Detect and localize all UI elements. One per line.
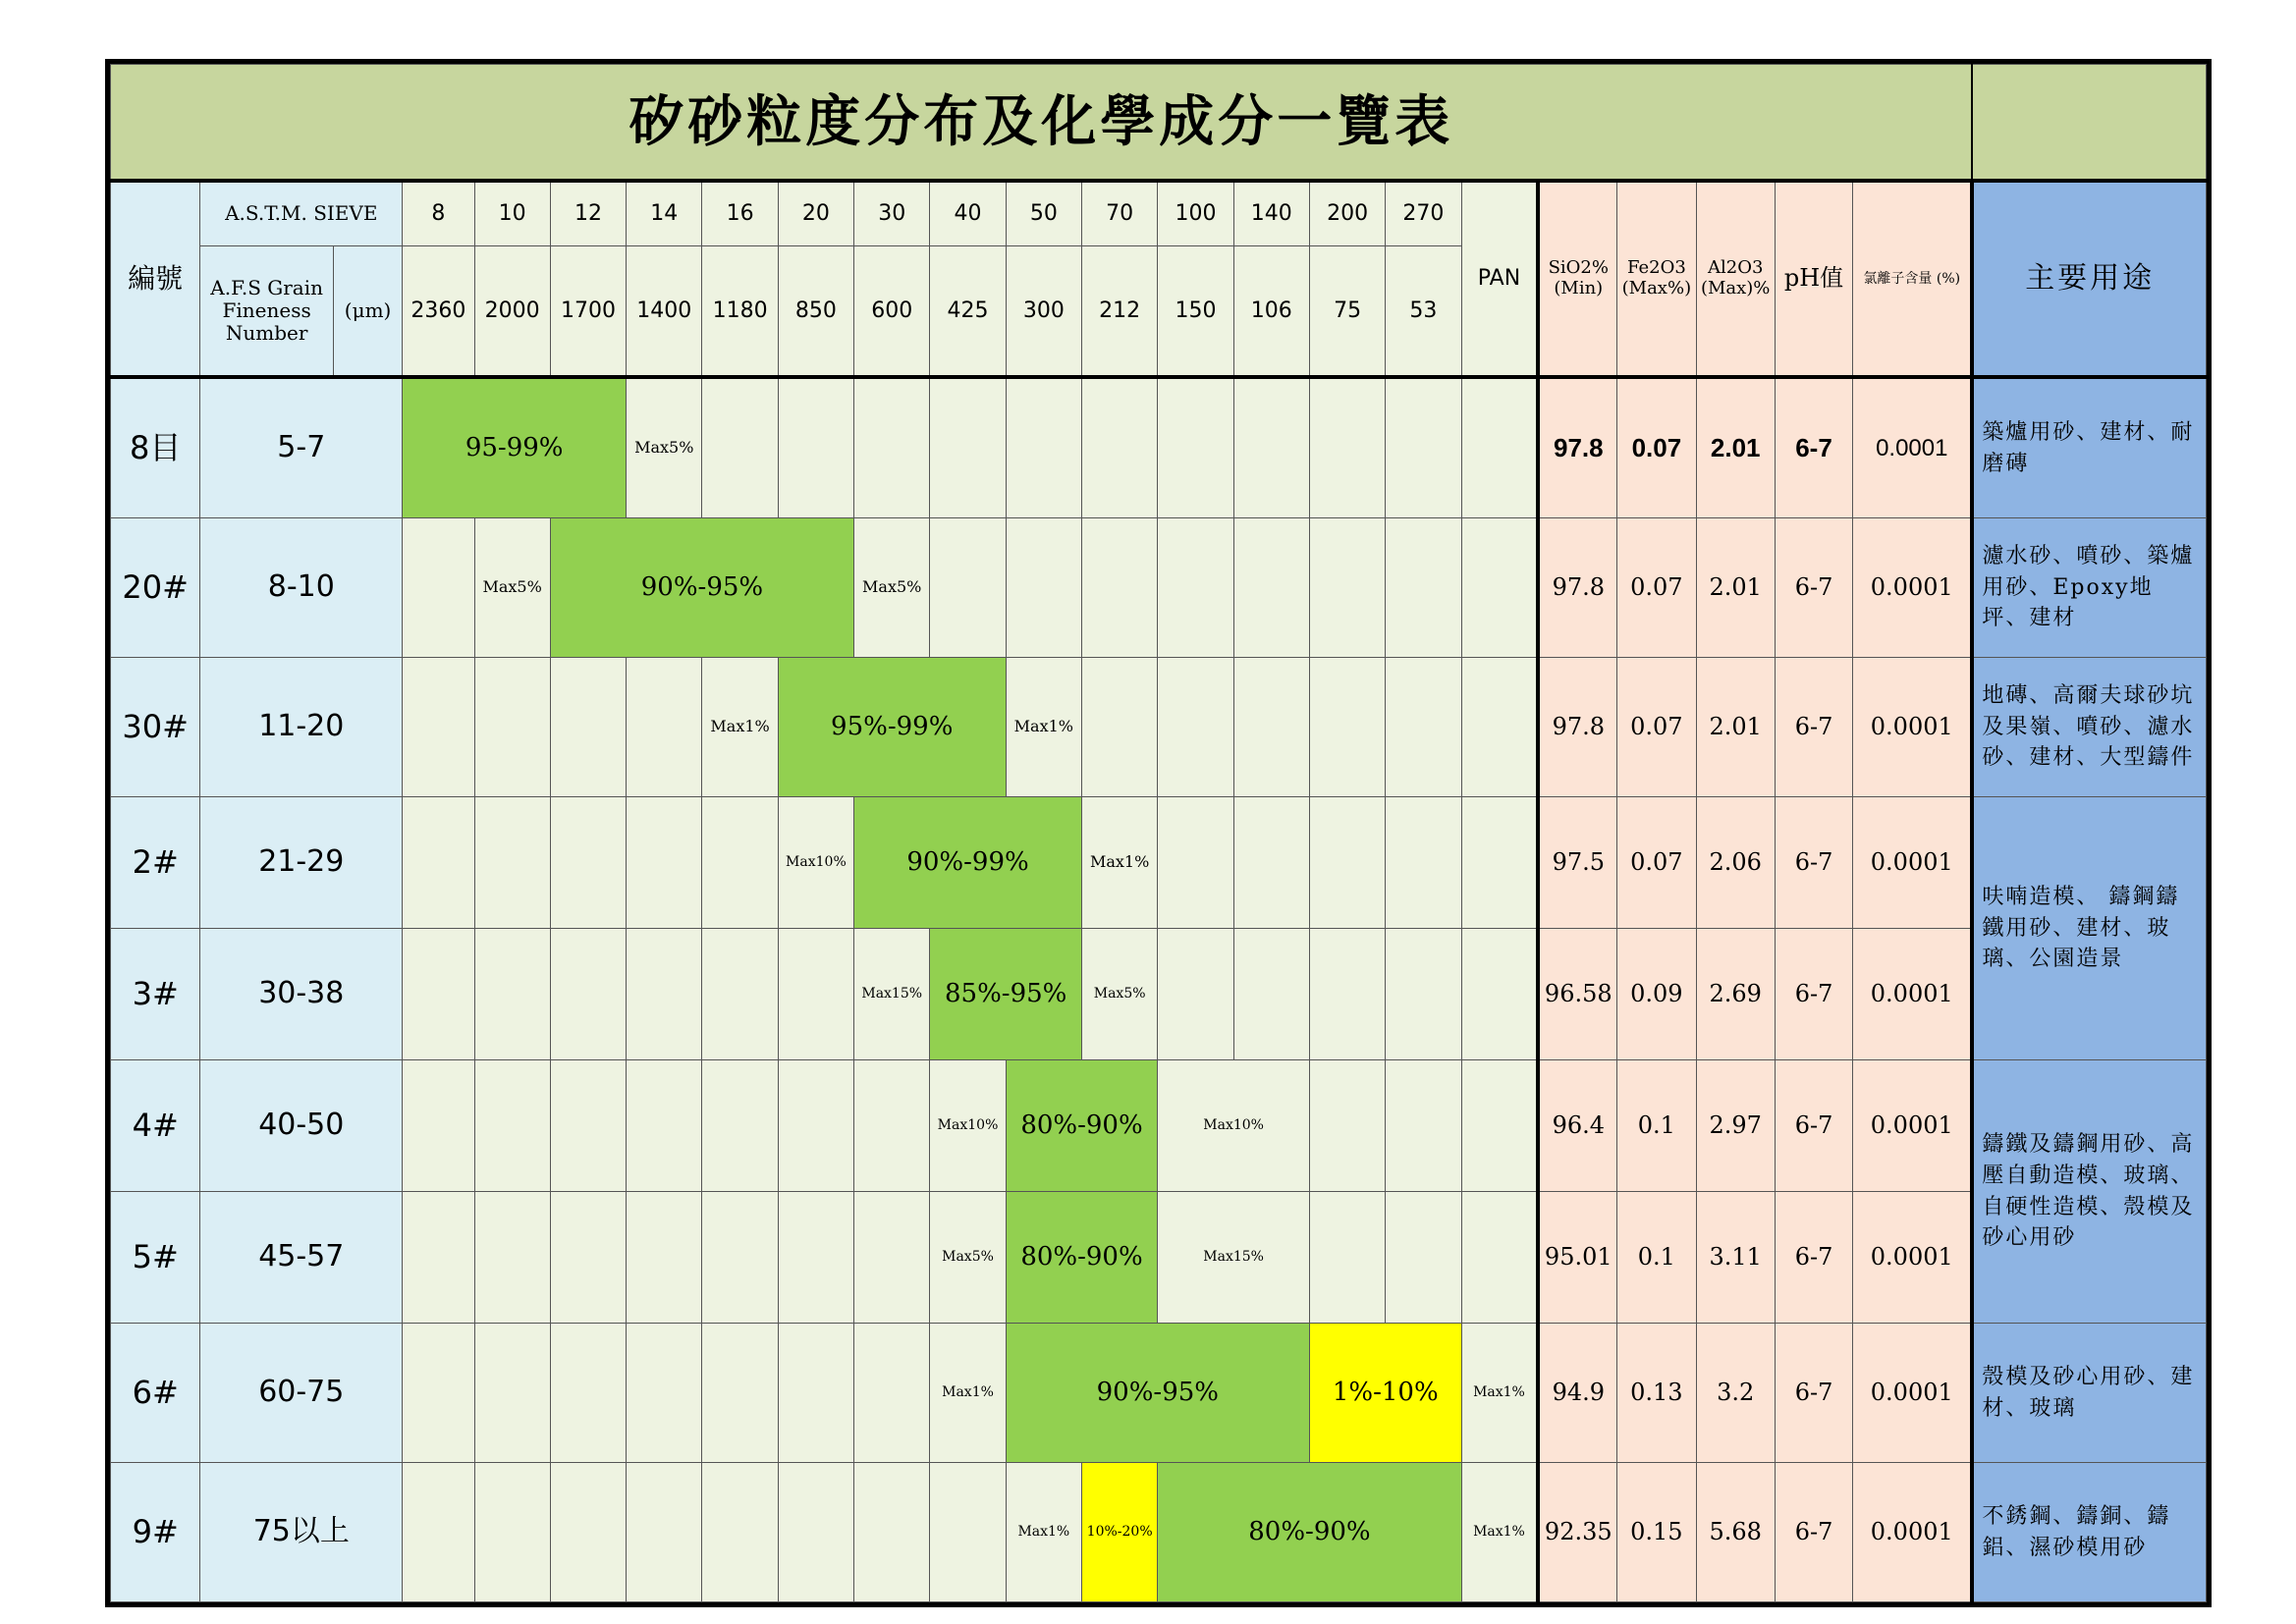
al2o3-value: 2.06 xyxy=(1696,797,1775,929)
micron-header: 850 xyxy=(778,245,853,377)
main-range: 85%-95% xyxy=(930,929,1082,1060)
max-limit: Max5% xyxy=(854,518,930,658)
id-header: 編號 xyxy=(111,181,200,377)
empty-cell xyxy=(1158,518,1233,658)
empty-cell xyxy=(854,377,930,518)
empty-cell xyxy=(1233,797,1309,929)
micron-header: 1400 xyxy=(627,245,702,377)
ph-value: 6-7 xyxy=(1775,1463,1852,1602)
row-id: 9# xyxy=(111,1463,200,1602)
use-text: 地磚、高爾夫球砂坑及果嶺、噴砂、濾水砂、建材、大型鑄件 xyxy=(1972,658,2206,797)
sieve-header: 16 xyxy=(702,181,778,245)
empty-cell xyxy=(403,1463,474,1602)
empty-cell xyxy=(702,797,778,929)
empty-cell xyxy=(1158,377,1233,518)
empty-cell xyxy=(550,1463,626,1602)
empty-cell xyxy=(474,1463,550,1602)
empty-cell xyxy=(550,797,626,929)
empty-cell xyxy=(474,1324,550,1463)
empty-cell xyxy=(778,1060,853,1192)
empty-cell xyxy=(1309,518,1385,658)
max-limit: Max5% xyxy=(1082,929,1158,1060)
empty-cell xyxy=(778,1324,853,1463)
empty-cell xyxy=(702,377,778,518)
empty-cell xyxy=(1309,377,1385,518)
fe2o3-value: 0.07 xyxy=(1617,518,1696,658)
sio2-value: 97.5 xyxy=(1538,797,1616,929)
max-limit: Max15% xyxy=(854,929,930,1060)
row-afs: 60-75 xyxy=(200,1324,403,1463)
empty-cell xyxy=(550,929,626,1060)
use-text: 殼模及砂心用砂、建材、玻璃 xyxy=(1972,1324,2206,1463)
use-text: 濾水砂、噴砂、築爐用砂、Epoxy地坪、建材 xyxy=(1972,518,2206,658)
chloride-value: 0.0001 xyxy=(1853,1463,1973,1602)
empty-cell xyxy=(403,518,474,658)
ph-header: pH值 xyxy=(1775,181,1852,377)
table-row xyxy=(111,377,2207,518)
row-id: 6# xyxy=(111,1324,200,1463)
ph-value: 6-7 xyxy=(1775,797,1852,929)
empty-cell xyxy=(930,377,1006,518)
micron-header: 300 xyxy=(1006,245,1081,377)
chloride-header: 氯離子含量 (%) xyxy=(1853,181,1973,377)
empty-cell xyxy=(1158,929,1233,1060)
max-limit: Max1% xyxy=(1082,797,1158,929)
pan-header: PAN xyxy=(1461,181,1538,377)
sand-spec-table xyxy=(110,64,2207,1602)
sio2-value: 94.9 xyxy=(1538,1324,1616,1463)
fe2o3-value: 0.07 xyxy=(1617,658,1696,797)
al2o3-value: 2.97 xyxy=(1696,1060,1775,1192)
max-limit: Max10% xyxy=(1158,1060,1310,1192)
secondary-range: 1%-10% xyxy=(1309,1324,1461,1463)
empty-cell xyxy=(403,1060,474,1192)
empty-cell xyxy=(403,929,474,1060)
empty-cell xyxy=(1082,658,1158,797)
micron-header: 212 xyxy=(1082,245,1158,377)
main-range: 80%-90% xyxy=(1158,1463,1461,1602)
row-afs: 30-38 xyxy=(200,929,403,1060)
ph-value: 6-7 xyxy=(1775,377,1852,518)
sieve-header: 20 xyxy=(778,181,853,245)
empty-cell xyxy=(627,1463,702,1602)
empty-cell xyxy=(1006,518,1081,658)
max-limit: Max10% xyxy=(778,797,853,929)
empty-cell xyxy=(1233,658,1309,797)
chloride-value: 0.0001 xyxy=(1853,1192,1973,1324)
fe2o3-value: 0.15 xyxy=(1617,1463,1696,1602)
empty-cell xyxy=(1309,658,1385,797)
page-title: 矽砂粒度分布及化學成分一覽表 xyxy=(111,65,1973,182)
sieve-header: 100 xyxy=(1158,181,1233,245)
chloride-value: 0.0001 xyxy=(1853,377,1973,518)
micron-header: 2360 xyxy=(403,245,474,377)
empty-cell xyxy=(1386,377,1461,518)
row-id: 2# xyxy=(111,797,200,929)
row-id: 5# xyxy=(111,1192,200,1324)
empty-cell xyxy=(702,1060,778,1192)
al2o3-value: 2.01 xyxy=(1696,377,1775,518)
empty-cell xyxy=(1233,929,1309,1060)
afs-header: A.F.S Grain Fineness Number xyxy=(200,245,334,377)
fe2o3-value: 0.13 xyxy=(1617,1324,1696,1463)
pan-cell xyxy=(1461,518,1538,658)
empty-cell xyxy=(1233,377,1309,518)
row-afs: 11-20 xyxy=(200,658,403,797)
secondary-range: 10%-20% xyxy=(1082,1463,1158,1602)
chloride-value: 0.0001 xyxy=(1853,797,1973,929)
micron-unit: (μm) xyxy=(333,245,402,377)
empty-cell xyxy=(550,1324,626,1463)
table-row xyxy=(111,929,2207,1060)
fe2o3-header: Fe2O3 (Max%) xyxy=(1617,181,1696,377)
ph-value: 6-7 xyxy=(1775,1324,1852,1463)
micron-header: 1180 xyxy=(702,245,778,377)
empty-cell xyxy=(1309,929,1385,1060)
al2o3-value: 2.69 xyxy=(1696,929,1775,1060)
main-range: 90%-95% xyxy=(550,518,853,658)
astm-header: A.S.T.M. SIEVE xyxy=(200,181,403,245)
al2o3-value: 3.2 xyxy=(1696,1324,1775,1463)
micron-header: 2000 xyxy=(474,245,550,377)
chloride-value: 0.0001 xyxy=(1853,658,1973,797)
chloride-value: 0.0001 xyxy=(1853,929,1973,1060)
empty-cell xyxy=(550,658,626,797)
ph-value: 6-7 xyxy=(1775,518,1852,658)
empty-cell xyxy=(1082,377,1158,518)
pan-cell xyxy=(1461,929,1538,1060)
main-range: 80%-90% xyxy=(1006,1060,1158,1192)
table-row xyxy=(111,518,2207,658)
row-afs: 40-50 xyxy=(200,1060,403,1192)
fe2o3-value: 0.1 xyxy=(1617,1192,1696,1324)
table-row xyxy=(111,1324,2207,1463)
max-limit: Max15% xyxy=(1158,1192,1310,1324)
sieve-header: 10 xyxy=(474,181,550,245)
empty-cell xyxy=(778,1192,853,1324)
ph-value: 6-7 xyxy=(1775,658,1852,797)
row-id: 30# xyxy=(111,658,200,797)
empty-cell xyxy=(1386,1060,1461,1192)
pan-cell xyxy=(1461,377,1538,518)
sieve-header: 14 xyxy=(627,181,702,245)
empty-cell xyxy=(930,1463,1006,1602)
micron-header: 106 xyxy=(1233,245,1309,377)
empty-cell xyxy=(854,1324,930,1463)
empty-cell xyxy=(1386,1192,1461,1324)
empty-cell xyxy=(1158,658,1233,797)
al2o3-value: 5.68 xyxy=(1696,1463,1775,1602)
row-afs: 75以上 xyxy=(200,1463,403,1602)
fe2o3-value: 0.07 xyxy=(1617,377,1696,518)
sieve-header: 30 xyxy=(854,181,930,245)
row-id: 20# xyxy=(111,518,200,658)
fe2o3-value: 0.09 xyxy=(1617,929,1696,1060)
empty-cell xyxy=(627,658,702,797)
pan-cell: Max1% xyxy=(1461,1324,1538,1463)
empty-cell xyxy=(1082,518,1158,658)
al2o3-value: 2.01 xyxy=(1696,518,1775,658)
empty-cell xyxy=(474,1192,550,1324)
empty-cell xyxy=(778,1463,853,1602)
sio2-value: 96.4 xyxy=(1538,1060,1616,1192)
row-id: 8目 xyxy=(111,377,200,518)
max-limit: Max5% xyxy=(930,1192,1006,1324)
micron-header: 53 xyxy=(1386,245,1461,377)
max-limit: Max1% xyxy=(930,1324,1006,1463)
main-range: 95%-99% xyxy=(778,658,1006,797)
row-afs: 21-29 xyxy=(200,797,403,929)
empty-cell xyxy=(854,1463,930,1602)
pan-cell xyxy=(1461,1192,1538,1324)
data-sheet xyxy=(105,59,2212,1607)
empty-cell xyxy=(1158,797,1233,929)
empty-cell xyxy=(550,1060,626,1192)
max-limit: Max1% xyxy=(1006,658,1081,797)
sio2-value: 97.8 xyxy=(1538,377,1616,518)
empty-cell xyxy=(702,1324,778,1463)
empty-cell xyxy=(403,797,474,929)
row-id: 3# xyxy=(111,929,200,1060)
table-row xyxy=(111,797,2207,929)
pan-cell: Max1% xyxy=(1461,1463,1538,1602)
table-row xyxy=(111,1463,2207,1602)
micron-header: 75 xyxy=(1309,245,1385,377)
sieve-header: 70 xyxy=(1082,181,1158,245)
max-limit: Max1% xyxy=(702,658,778,797)
use-header: 主要用途 xyxy=(1972,181,2206,377)
micron-header: 1700 xyxy=(550,245,626,377)
sieve-header: 8 xyxy=(403,181,474,245)
empty-cell xyxy=(403,1192,474,1324)
sieve-header: 12 xyxy=(550,181,626,245)
pan-cell xyxy=(1461,1060,1538,1192)
ph-value: 6-7 xyxy=(1775,1192,1852,1324)
empty-cell xyxy=(1386,658,1461,797)
al2o3-header: Al2O3 (Max)% xyxy=(1696,181,1775,377)
sio2-value: 95.01 xyxy=(1538,1192,1616,1324)
row-afs: 8-10 xyxy=(200,518,403,658)
empty-cell xyxy=(403,1324,474,1463)
use-text: 築爐用砂、建材、耐磨磚 xyxy=(1972,377,2206,518)
empty-cell xyxy=(1386,929,1461,1060)
max-limit: Max5% xyxy=(627,377,702,518)
sio2-value: 96.58 xyxy=(1538,929,1616,1060)
pan-cell xyxy=(1461,797,1538,929)
empty-cell xyxy=(702,929,778,1060)
row-afs: 5-7 xyxy=(200,377,403,518)
table-row xyxy=(111,1060,2207,1192)
chloride-value: 0.0001 xyxy=(1853,518,1973,658)
main-range: 90%-95% xyxy=(1006,1324,1309,1463)
empty-cell xyxy=(474,797,550,929)
sieve-header: 200 xyxy=(1309,181,1385,245)
sio2-header: SiO2% (Min) xyxy=(1538,181,1616,377)
empty-cell xyxy=(627,1192,702,1324)
sio2-value: 92.35 xyxy=(1538,1463,1616,1602)
empty-cell xyxy=(854,1060,930,1192)
use-text: 呋喃造模、 鑄鋼鑄鐵用砂、建材、玻璃、公園造景 xyxy=(1972,797,2206,1060)
micron-header: 150 xyxy=(1158,245,1233,377)
empty-cell xyxy=(1006,377,1081,518)
row-id: 4# xyxy=(111,1060,200,1192)
use-text: 不銹鋼、鑄銅、鑄鋁、濕砂模用砂 xyxy=(1972,1463,2206,1602)
empty-cell xyxy=(778,929,853,1060)
ph-value: 6-7 xyxy=(1775,1060,1852,1192)
empty-cell xyxy=(1386,518,1461,658)
main-range: 90%-99% xyxy=(854,797,1082,929)
empty-cell xyxy=(1233,518,1309,658)
empty-cell xyxy=(403,658,474,797)
empty-cell xyxy=(778,377,853,518)
sieve-header: 270 xyxy=(1386,181,1461,245)
max-limit: Max10% xyxy=(930,1060,1006,1192)
empty-cell xyxy=(627,1060,702,1192)
ph-value: 6-7 xyxy=(1775,929,1852,1060)
empty-cell xyxy=(474,1060,550,1192)
empty-cell xyxy=(550,1192,626,1324)
empty-cell xyxy=(474,929,550,1060)
al2o3-value: 3.11 xyxy=(1696,1192,1775,1324)
use-text: 鑄鐵及鑄鋼用砂、高壓自動造模、玻璃、自硬性造模、殼模及砂心用砂 xyxy=(1972,1060,2206,1324)
sieve-header: 140 xyxy=(1233,181,1309,245)
main-range: 95-99% xyxy=(403,377,627,518)
empty-cell xyxy=(627,929,702,1060)
max-limit: Max1% xyxy=(1006,1463,1081,1602)
max-limit: Max5% xyxy=(474,518,550,658)
empty-cell xyxy=(930,518,1006,658)
sieve-header: 50 xyxy=(1006,181,1081,245)
empty-cell xyxy=(1309,797,1385,929)
sio2-value: 97.8 xyxy=(1538,518,1616,658)
empty-cell xyxy=(1386,797,1461,929)
empty-cell xyxy=(1309,1192,1385,1324)
micron-header: 425 xyxy=(930,245,1006,377)
chloride-value: 0.0001 xyxy=(1853,1060,1973,1192)
main-range: 80%-90% xyxy=(1006,1192,1158,1324)
empty-cell xyxy=(702,1192,778,1324)
table-row xyxy=(111,658,2207,797)
sio2-value: 97.8 xyxy=(1538,658,1616,797)
pan-cell xyxy=(1461,658,1538,797)
empty-cell xyxy=(854,1192,930,1324)
row-afs: 45-57 xyxy=(200,1192,403,1324)
empty-cell xyxy=(474,658,550,797)
micron-header: 600 xyxy=(854,245,930,377)
fe2o3-value: 0.1 xyxy=(1617,1060,1696,1192)
empty-cell xyxy=(702,1463,778,1602)
empty-cell xyxy=(1309,1060,1385,1192)
empty-cell xyxy=(627,1324,702,1463)
sieve-header: 40 xyxy=(930,181,1006,245)
fe2o3-value: 0.07 xyxy=(1617,797,1696,929)
table-row xyxy=(111,1192,2207,1324)
title-spacer xyxy=(1972,65,2206,182)
al2o3-value: 2.01 xyxy=(1696,658,1775,797)
chloride-value: 0.0001 xyxy=(1853,1324,1973,1463)
empty-cell xyxy=(627,797,702,929)
